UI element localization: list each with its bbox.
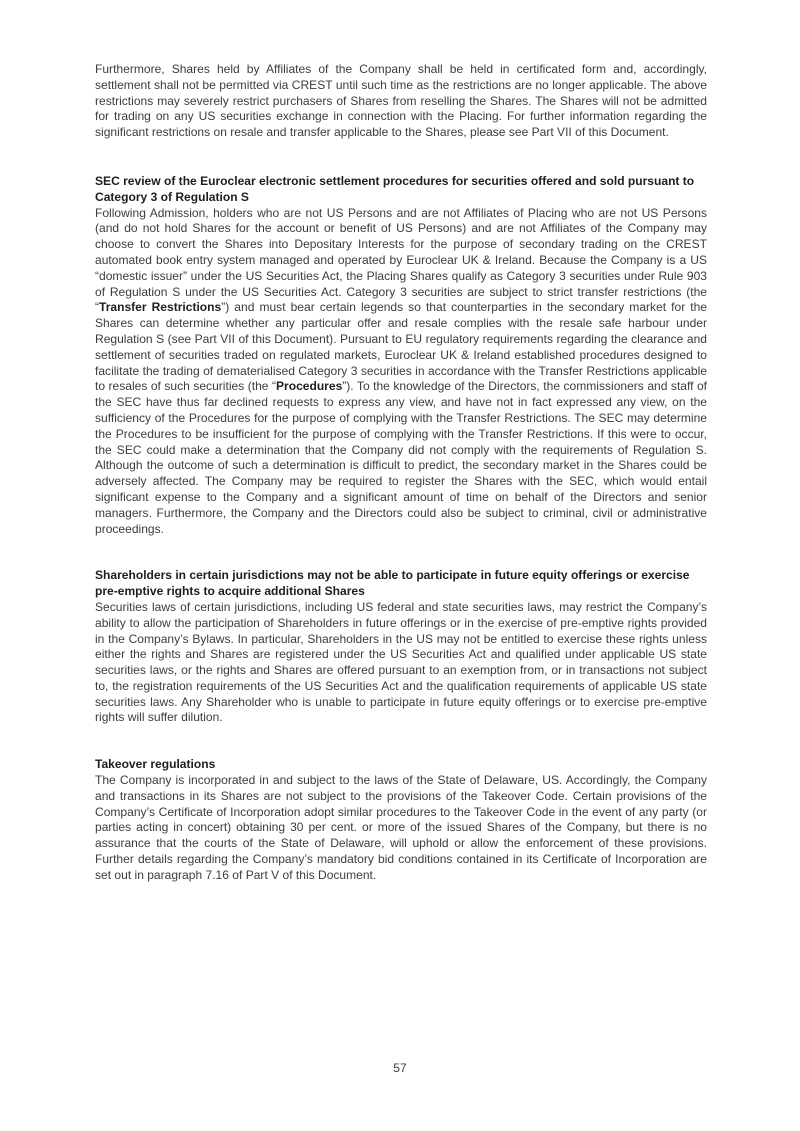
sec-review-text-1: Following Admission, holders who are not US Persons and are not Affiliates of Placing who are not US Persons (and do not hold Shares for the account or benefit of US Persons) and are not Affiliates of the Company may choose to convert the Shares into Depositary Interests for the purpose of secondary trading on the CREST automated book entry system managed and operated by Euroclear UK & Ireland. Because the Company is a US “domestic issuer” under the US Securities Act, the Placing Shares qualify as Category 3 securities under Rule 903 of Regulation S under the US Securities Act. Category 3 securities are subject to strict transfer restrictions (the “: [95, 205, 707, 315]
sec-review-heading: SEC review of the Euroclear electronic settlement procedures for securities offered and sold pursuant to Category 3 of Regulation S: [95, 173, 695, 204]
shareholders-heading: Shareholders in certain jurisdictions may not be able to participate in future equity offerings or exercise pre-emptive rights to acquire additional Shares: [95, 568, 690, 599]
intro-paragraph: Furthermore, Shares held by Affiliates of the Company shall be held in certificated form and, accordingly, settlement shall not be permitted via CREST until such time as the restrictions are no longer applicable. The above restrictions may severely restrict purchasers of Shares from reselling the Shares. The Shares will not be admitted for trading on any US securities exchange in connection with the Placing. For further information regarding the significant restrictions on resale and transfer applicable to the Shares, please see Part VII of this Document.: [95, 62, 707, 140]
defined-term-procedures: Procedures: [275, 379, 343, 394]
defined-term-transfer-restrictions: Transfer Restrictions: [99, 300, 222, 315]
sec-review-paragraph: [95, 206, 707, 538]
takeover-heading: Takeover regulations: [95, 757, 216, 772]
takeover-paragraph: The Company is incorporated in and subject to the laws of the State of Delaware, US. Accordingly, the Company and transactions in its Shares are not subject to the provisions of the Takeover Code. Certain provisions of the Company’s Certificate of Incorporation adopt similar procedures to the Takeover Code in the event of any party (or parties acting in concert) obtaining 30 per cent. or more of the issued Shares of the Company, but there is no assurance that the courts of the State of Delaware, will uphold or allow the enforcement of these provisions. Further details regarding the Company’s mandatory bid conditions contained in its Certificate of Incorporation are set out in paragraph 7.16 of Part V of this Document.: [95, 773, 707, 882]
sec-review-text-2: ”) and must bear certain legends so that counterparties in the secondary market for the Shares can determine whether any particular offer and resale complies with the resale safe harbour under Regulation S (see Part VII of this Document). Pursuant to EU regulatory requirements regarding the clearance and settlement of securities traded on regulated markets, Euroclear UK & Ireland established procedures designed to facilitate the trading of dematerialised Category 3 securities in accordance with the Transfer Restrictions applicable to resales of such securities (the “: [95, 300, 708, 394]
sec-review-text-3: ”). To the knowledge of the Directors, the commissioners and staff of the SEC have thus far declined requests to express any view, and have not in fact expressed any view, on the sufficiency of the Procedures for the purpose of complying with the Transfer Restrictions. The SEC may determine the Procedures to be insufficient for the purpose of complying with the Transfer Restrictions. If this were to occur, the SEC could make a determination that the Company did not comply with the requirements of Regulation S. Although the outcome of such a determination is difficult to predict, the secondary market in the Shares could be adversely affected. The Company may be required to register the Shares with the SEC, which would entail significant expense to the Company and a significant amount of time on behalf of the Directors and senior managers. Furthermore, the Company and the Directors could also be subject to criminal, civil or administrative proceedings.: [95, 379, 707, 536]
page-number: 57: [393, 1061, 407, 1075]
shareholders-paragraph: Securities laws of certain jurisdictions, including US federal and state securities laws, may restrict the Company’s ability to allow the participation of Shareholders in future offerings or in the exercise of pre-emptive rights provided in the Company’s Bylaws. In particular, Shareholders in the US may not be entitled to exercise these rights unless either the rights and Shares are registered under the US Securities Act and qualified under applicable US state securities laws, or the rights and Shares are offered pursuant to an exemption from, or in transactions not subject to, the registration requirements of the US Securities Act and the qualification requirements of applicable US state securities laws. Any Shareholder who is unable to participate in future equity offerings or to exercise pre-emptive rights will suffer dilution.: [95, 599, 707, 725]
